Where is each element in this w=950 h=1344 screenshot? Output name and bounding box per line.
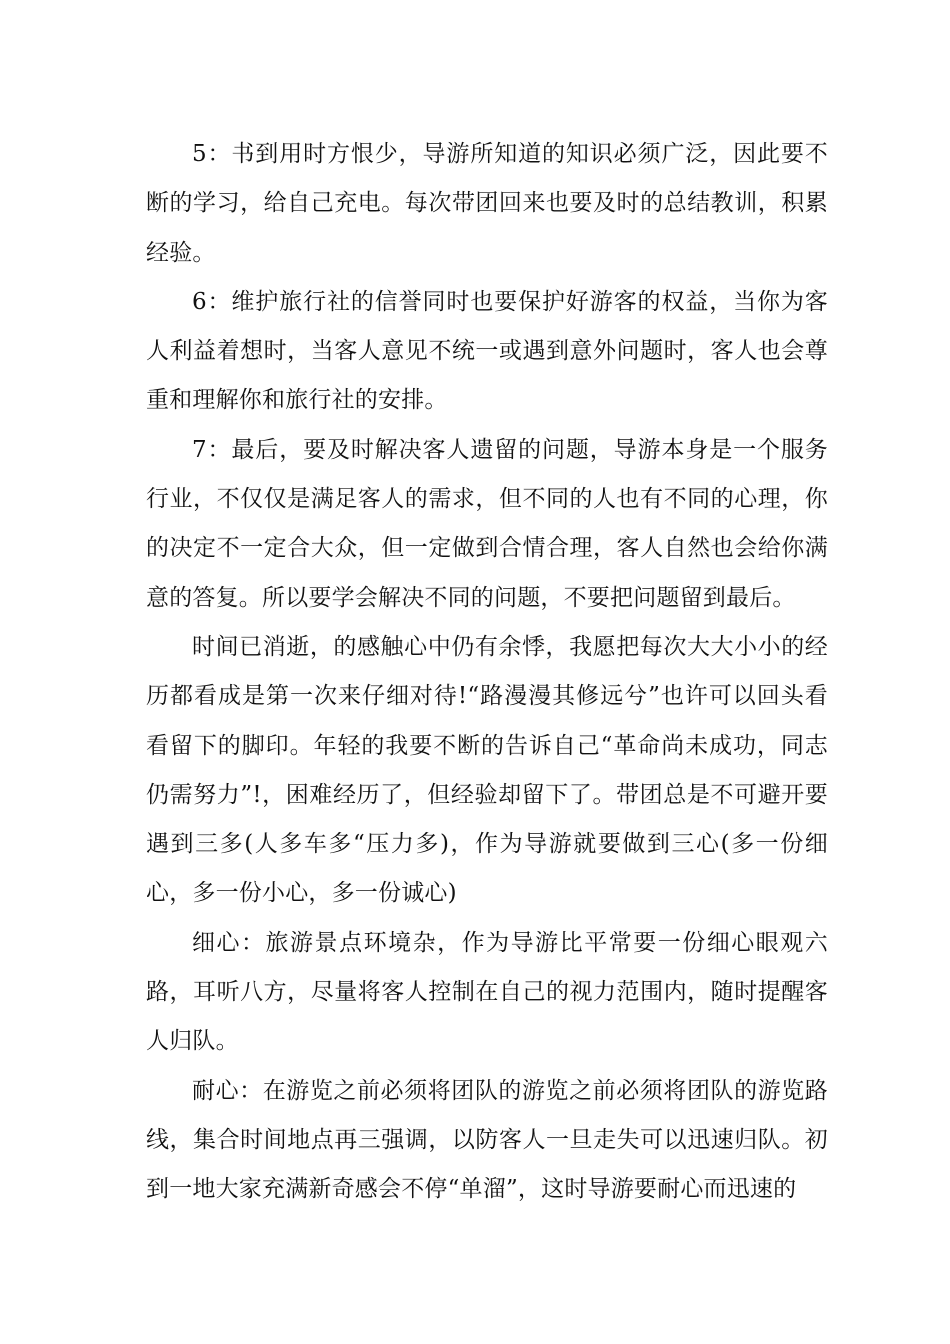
paragraph-item-5: 5：书到用时方恨少，导游所知道的知识必须广泛，因此要不断的学习，给自己充电。每次带团回来也要及时的总结教训，积累经验。 xyxy=(146,141,828,266)
paragraph-item-7: 7：最后，要及时解决客人遗留的问题，导游本身是一个服务行业，不仅仅是满足客人的需求，但不同的人也有不同的心理，你的决定不一定合大众，但一定做到合情合理，客人自然也会给你满意的答复。所以要学会解决不同的问题，不要把问题留到最后。 xyxy=(146,436,828,611)
paragraph-reflection: 时间已消逝，的感触心中仍有余悸，我愿把每次大大小小的经历都看成是第一次来仔细对待!“路漫漫其修远兮”也许可以回头看看留下的脚印。年轻的我要不断的告诉自己“革命尚未成功，同志仍需努力”!，困难经历了，但经验却留下了。带团总是不可避开要遇到三多(人多车多“压力多)，作为导游就要做到三心(多一份细心，多一份小心，多一份诚心) xyxy=(146,633,828,907)
paragraph-patience: 耐心：在游览之前必须将团队的游览之前必须将团队的游览路线，集合时间地点再三强调，以防客人一旦走失可以迅速归队。初到一地大家充满新奇感会不停“单溜”，这时导游要耐心而迅速的 xyxy=(146,1077,828,1203)
paragraph-careful: 细心：旅游景点环境杂，作为导游比平常要一份细心眼观六路，耳听八方，尽量将客人控制在自己的视力范围内，随时提醒客人归队。 xyxy=(146,929,828,1055)
paragraph-item-6: 6：维护旅行社的信誉同时也要保护好游客的权益，当你为客人利益着想时，当客人意见不统一或遇到意外问题时，客人也会尊重和理解你和旅行社的安排。 xyxy=(146,288,828,414)
document-body xyxy=(146,130,828,1215)
